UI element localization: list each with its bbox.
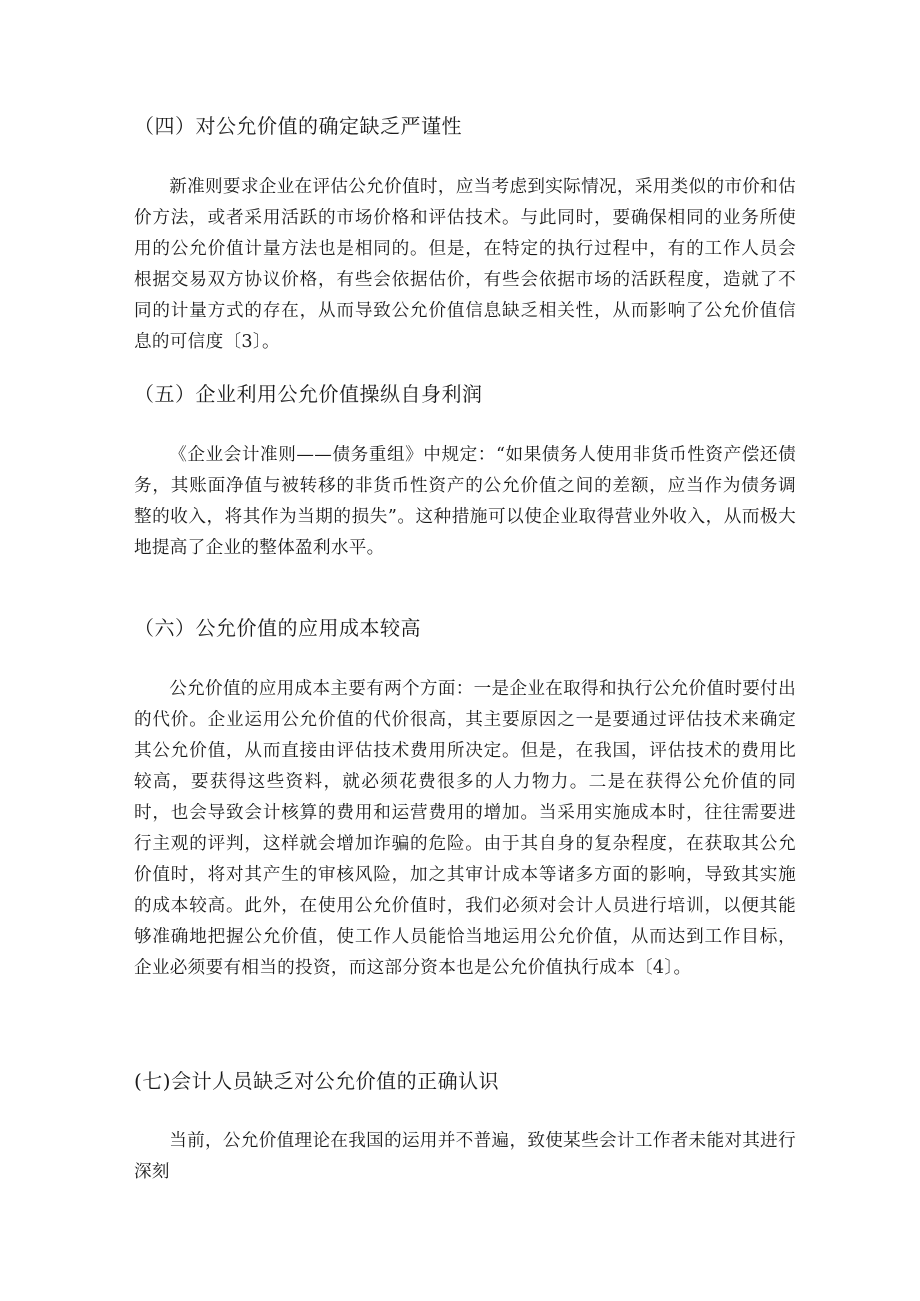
section-heading-6: （六）公允价值的应用成本较高: [134, 616, 421, 640]
section-paragraph-6: 公允价值的应用成本主要有两个方面：一是企业在取得和执行公允价值时要付出的代价。企业运用公允价值的代价很高，其主要原因之一是要通过评估技术来确定其公允价值，从而直接由评估技术费用所决定。但是，在我国，评估技术的费用比较高，要获得这些资料，就必须花费很多的人力物力。二是在获得公允价值的同时，也会导致会计核算的费用和运营费用的增加。当采用实施成本时，往往需要进行主观的评判，这样就会增加诈骗的危险。由于其自身的复杂程度，在获取其公允价值时，将对其产生的审核风险，加之其审计成本等诸多方面的影响，导致其实施的成本较高。此外，在使用公允价值时，我们必须对会计人员进行培训，以便其能够准确地把握公允价值，使工作人员能恰当地运用公允价值，从而达到工作目标，企业必须要有相当的投资，而这部分资本也是公允价值执行成本〔4〕。: [134, 679, 796, 978]
section-paragraph-7: 当前，公允价值理论在我国的运用并不普遍，致使某些会计工作者未能对其进行深刻: [134, 1131, 796, 1182]
section-paragraph-5: 《企业会计准则——债务重组》中规定：“如果债务人使用非货币性资产偿还债务，其账面净值与被转移的非货币性资产的公允价值之间的差额，应当作为债务调整的收入，将其作为当期的损失”。这种措施可以使企业取得营业外收入，从而极大地提高了企业的整体盈利水平。: [134, 445, 796, 558]
section-heading-5: （五）企业利用公允价值操纵自身利润: [134, 382, 483, 406]
section-paragraph-4: 新准则要求企业在评估公允价值时，应当考虑到实际情况，采用类似的市价和估价方法，或者采用活跃的市场价格和评估技术。与此同时，要确保相同的业务所使用的公允价值计量方法也是相同的。但是，在特定的执行过程中，有的工作人员会根据交易双方协议价格，有些会依据估价，有些会依据市场的活跃程度，造就了不同的计量方式的存在，从而导致公允价值信息缺乏相关性，从而影响了公允价值信息的可信度〔3〕。: [134, 177, 796, 352]
section-heading-7: (七)会计人员缺乏对公允价值的正确认识: [134, 1069, 500, 1093]
section-heading-4: （四）对公允价值的确定缺乏严谨性: [134, 114, 462, 138]
